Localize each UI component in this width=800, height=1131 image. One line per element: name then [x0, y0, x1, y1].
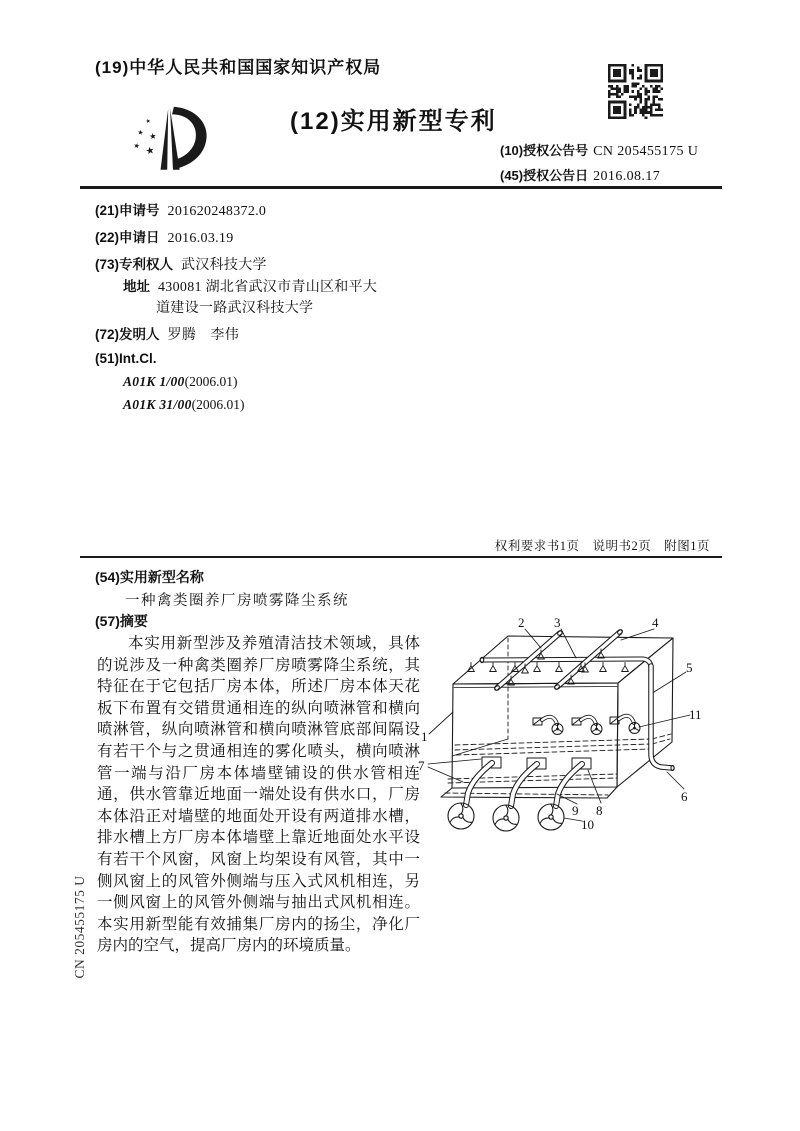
publication-number-row: [500, 140, 698, 160]
pages-info: 权利要求书1页 说明书2页 附图1页: [494, 539, 710, 553]
pub-date-label: (45)授权公告日: [500, 168, 589, 183]
drain-channel-lines: [445, 734, 671, 795]
pub-date-value: 2016.08.17: [593, 169, 661, 184]
pub-number-value: CN 205455175 U: [593, 144, 699, 159]
ipc-code-1: A01K 1/00: [123, 374, 185, 389]
wall-fan-units: [533, 716, 640, 735]
figure-label-3: 3: [554, 615, 561, 630]
document-kind-title: (12)实用新型专利: [290, 108, 497, 135]
figure-label-10: 10: [581, 817, 594, 832]
figure-label-11: 11: [689, 707, 702, 722]
figure-label-6: 6: [681, 789, 688, 804]
address-row-2: [156, 297, 313, 317]
side-publication-code: CN 205455175 U: [72, 875, 87, 979]
ducts-and-fans: [448, 763, 582, 831]
abstract-text: 本实用新型涉及养殖清洁技术领域，具体的说涉及一种禽类圈养厂房喷雾降尘系统，其特征在于它包括厂房本体，所述厂房本体天花板下布置有交错贯通相连的纵向喷淋管和横向喷淋管，纵向喷淋管和横向喷淋管底部间隔设有若干个与之贯通相连的雾化喷头，横向喷淋管一端与沿厂房本体墙壁铺设的供水管相连通，供水管靠近地面一端处设有供水口，厂房本体沿正对墙壁的地面处开设有两道排水槽，排水槽上方厂房本体墙壁上靠近地面处水平设有若干个风窗，风窗上均架设有风管，其中一侧风窗上的风管外侧端与压入式风机相连，另一侧风窗上的风管外侧端与抽出式风机相连。本实用新型能有效捕集厂房内的扬尘，净化厂房内的空气，提高厂房内的环境质量。: [97, 635, 420, 955]
ipc-version-2: (2006.01): [191, 397, 245, 412]
ipc-row-2: [123, 396, 245, 414]
header-divider: [80, 186, 722, 189]
cnipa-logo-icon: [128, 100, 216, 186]
figure-label-5: 5: [686, 660, 693, 675]
ipc-version-1: (2006.01): [184, 374, 238, 389]
figure-label-2: 2: [518, 615, 525, 630]
patentee-label: (73)专利权人: [95, 257, 174, 272]
figure-label-1: 1: [421, 729, 428, 744]
invention-title: 一种禽类圈养厂房喷雾降尘系统: [125, 593, 349, 609]
application-number-label: (21)申请号: [95, 203, 160, 218]
filing-date-value: 2016.03.19: [167, 231, 234, 246]
application-number-value: 201620248372.0: [167, 204, 267, 219]
pub-number-label: (10)授权公告号: [500, 143, 589, 158]
application-number-row: [95, 199, 266, 220]
issuing-office: (19)中华人民共和国国家知识产权局: [95, 58, 382, 77]
abstract-section-label: (57)摘要: [95, 613, 148, 629]
qr-code: [608, 64, 663, 119]
publication-date-row: [500, 165, 660, 185]
address-label: 地址: [123, 279, 150, 294]
figure-label-9: 9: [572, 803, 579, 818]
ipc-row-1: [123, 373, 237, 391]
filing-date-label: (22)申请日: [95, 230, 160, 245]
int-cl-row: [95, 350, 157, 368]
patentee-row: [95, 253, 267, 274]
spray-nozzles: [468, 649, 629, 685]
address-line1: 430081 湖北省武汉市青山区和平大: [158, 280, 378, 295]
address-row: [123, 275, 377, 296]
title-section-label: (54)实用新型名称: [95, 569, 204, 585]
inventors-value: 罗腾 李伟: [167, 328, 240, 343]
int-cl-label: (51)Int.Cl.: [95, 351, 157, 366]
inventors-label: (72)发明人: [95, 327, 160, 342]
patent-figure: [415, 588, 795, 848]
address-line2: 道建设一路武汉科技大学: [156, 301, 314, 316]
patentee-value: 武汉科技大学: [181, 258, 267, 273]
figure-label-4: 4: [652, 615, 659, 630]
filing-date-row: [95, 226, 234, 247]
figure-label-7: 7: [418, 758, 425, 773]
inventors-row: [95, 323, 239, 344]
figure-label-8: 8: [596, 803, 603, 818]
ipc-code-2: A01K 31/00: [123, 397, 192, 412]
section-divider: [80, 556, 722, 558]
